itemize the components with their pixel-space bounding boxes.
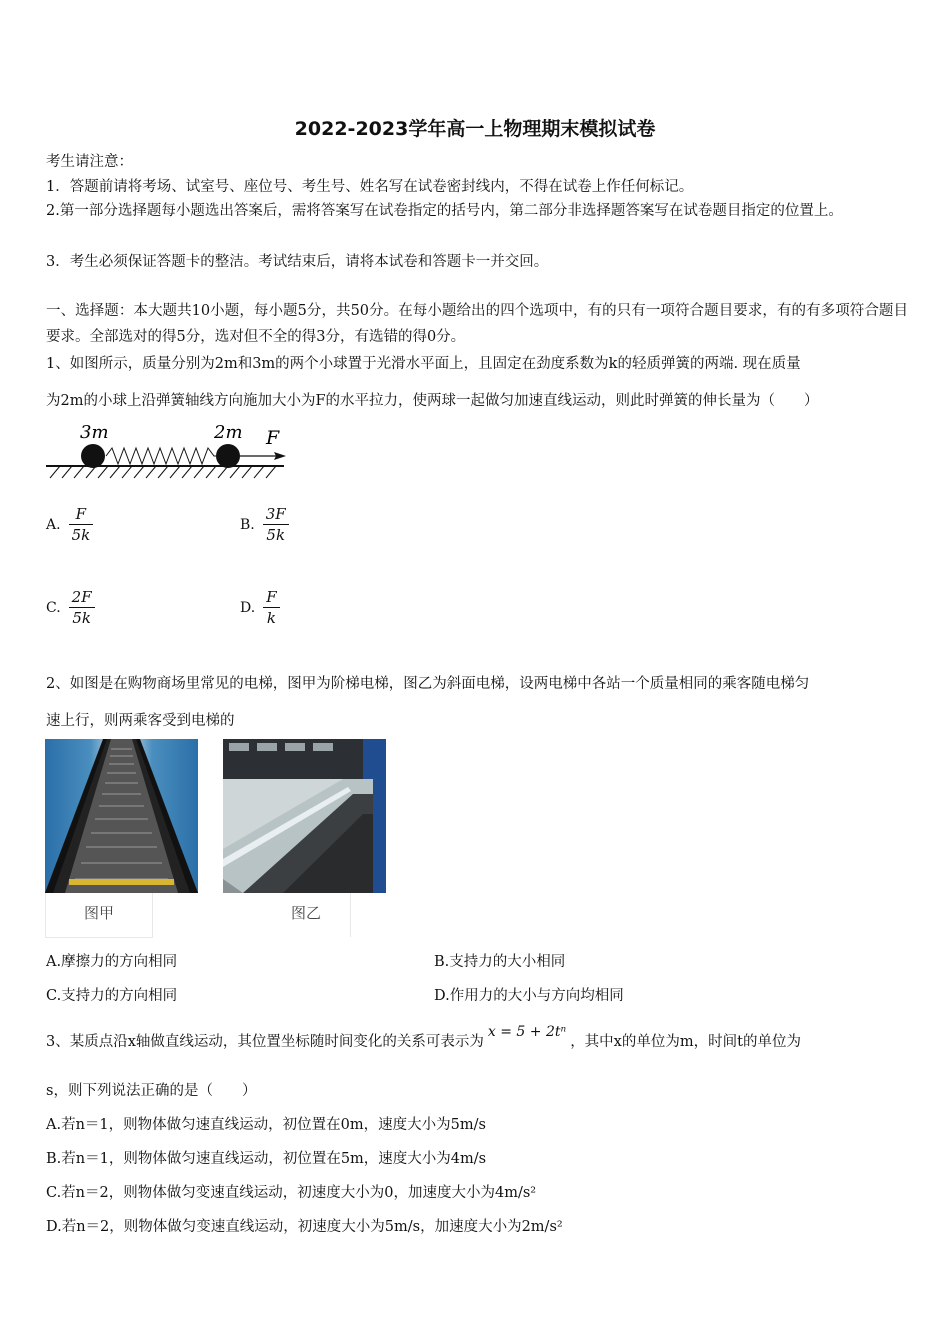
numerator: 3F bbox=[263, 504, 289, 525]
q1-option-d-label: D. bbox=[240, 599, 256, 616]
notice-header: 考生请注意： bbox=[46, 154, 133, 170]
spring-masses-diagram bbox=[44, 418, 294, 486]
label-2m: 2m bbox=[214, 422, 243, 443]
q3-option-d[interactable]: D.若n＝2，则物体做匀变速直线运动，初速度大小为5m/s，加速度大小为2m/s² bbox=[46, 1219, 563, 1235]
notice-item-1: 1．答题前请将考场、试室号、座位号、考生号、姓名写在试卷密封线内，不得在试卷上作任何标记。 bbox=[46, 179, 694, 195]
ball-2m bbox=[216, 444, 240, 468]
q1-option-b-fraction bbox=[263, 504, 289, 545]
q1-option-d[interactable] bbox=[240, 587, 280, 628]
q2-text-line2: 速上行，则两乘客受到电梯的 bbox=[46, 713, 235, 729]
q1-option-c[interactable] bbox=[46, 587, 95, 628]
q3-formula: x = 5 + 2tⁿ bbox=[487, 1024, 567, 1040]
denominator: 5k bbox=[71, 526, 91, 544]
denominator: 5k bbox=[72, 609, 91, 627]
q2-option-d[interactable]: D.作用力的大小与方向均相同 bbox=[434, 988, 624, 1004]
q2-option-a[interactable]: A.摩擦力的方向相同 bbox=[46, 954, 178, 970]
page-title: 2022-2023学年高一上物理期末模拟试卷 bbox=[294, 118, 656, 140]
q2-text-line1: 2、如图是在购物商场里常见的电梯，图甲为阶梯电梯，图乙为斜面电梯，设两电梯中各站一个质量相同的乘客随电梯匀 bbox=[46, 676, 810, 692]
q3-option-c[interactable]: C.若n＝2，则物体做匀变速直线运动，初速度大小为0，加速度大小为4m/s² bbox=[46, 1185, 537, 1201]
stair-escalator-image bbox=[45, 739, 198, 893]
label-3m: 3m bbox=[80, 422, 109, 443]
q1-text-line2: 为2m的小球上沿弹簧轴线方向施加大小为F的水平拉力，使两球一起做匀加速直线运动，则此时弹簧的伸长量为（ ） bbox=[46, 393, 819, 409]
q1-text-line1: 1、如图所示，质量分别为2m和3m的两个小球置于光滑水平面上，且固定在劲度系数为k的轻质弹簧的两端. 现在质量 bbox=[46, 356, 801, 372]
q1-option-b-label: B. bbox=[240, 516, 255, 533]
q1-option-d-fraction bbox=[263, 587, 279, 628]
q1-option-a-fraction bbox=[69, 504, 94, 545]
denominator: 5k bbox=[266, 526, 286, 544]
caption-b: 图乙 bbox=[262, 893, 351, 937]
numerator: F bbox=[263, 587, 279, 608]
q1-option-b[interactable] bbox=[240, 504, 289, 545]
numerator: 2F bbox=[69, 587, 95, 608]
q1-option-c-label: C. bbox=[46, 599, 61, 616]
notice-item-2: 2.第一部分选择题每小题选出答案后，需将答案写在试卷指定的括号内，第二部分非选择题答案写在试卷题目指定的位置上。 bbox=[46, 203, 843, 219]
denominator: k bbox=[266, 609, 276, 627]
caption-a: 图甲 bbox=[45, 893, 153, 938]
q3-option-a[interactable]: A.若n＝1，则物体做匀速直线运动，初位置在0m，速度大小为5m/s bbox=[46, 1117, 486, 1133]
q2-option-b[interactable]: B.支持力的大小相同 bbox=[434, 954, 566, 970]
q1-option-a-label: A. bbox=[46, 516, 61, 533]
q2-option-c[interactable]: C.支持力的方向相同 bbox=[46, 988, 178, 1004]
label-F: F bbox=[266, 427, 280, 449]
numerator: F bbox=[69, 504, 94, 525]
section-heading: 一、选择题：本大题共10小题，每小题5分，共50分。在每小题给出的四个选项中，有的只有一项符合题目要求，有的有多项符合题目要求。全部选对的得5分，选对但不全的得3分，有选错的得0分。 bbox=[46, 303, 908, 345]
q3-option-b[interactable]: B.若n＝1，则物体做匀速直线运动，初位置在5m，速度大小为4m/s bbox=[46, 1151, 487, 1167]
q1-option-c-fraction bbox=[69, 587, 95, 628]
notice-item-3: 3．考生必须保证答题卡的整洁。考试结束后，请将本试卷和答题卡一并交回。 bbox=[46, 254, 549, 270]
ball-3m bbox=[81, 444, 105, 468]
ground-hatching bbox=[50, 466, 276, 478]
q1-option-a[interactable] bbox=[46, 504, 93, 545]
q3-text-line1 bbox=[46, 1024, 801, 1051]
q3-text-line2: s，则下列说法正确的是（ ） bbox=[46, 1083, 257, 1099]
spring bbox=[106, 448, 216, 464]
q3-text-line1-start: 3、某质点沿x轴做直线运动，其位置坐标随时间变化的关系可表示为 bbox=[46, 1034, 484, 1050]
q3-text-line1-end: ，其中x的单位为m，时间t的单位为 bbox=[570, 1034, 801, 1050]
inclined-escalator-image bbox=[223, 739, 386, 893]
